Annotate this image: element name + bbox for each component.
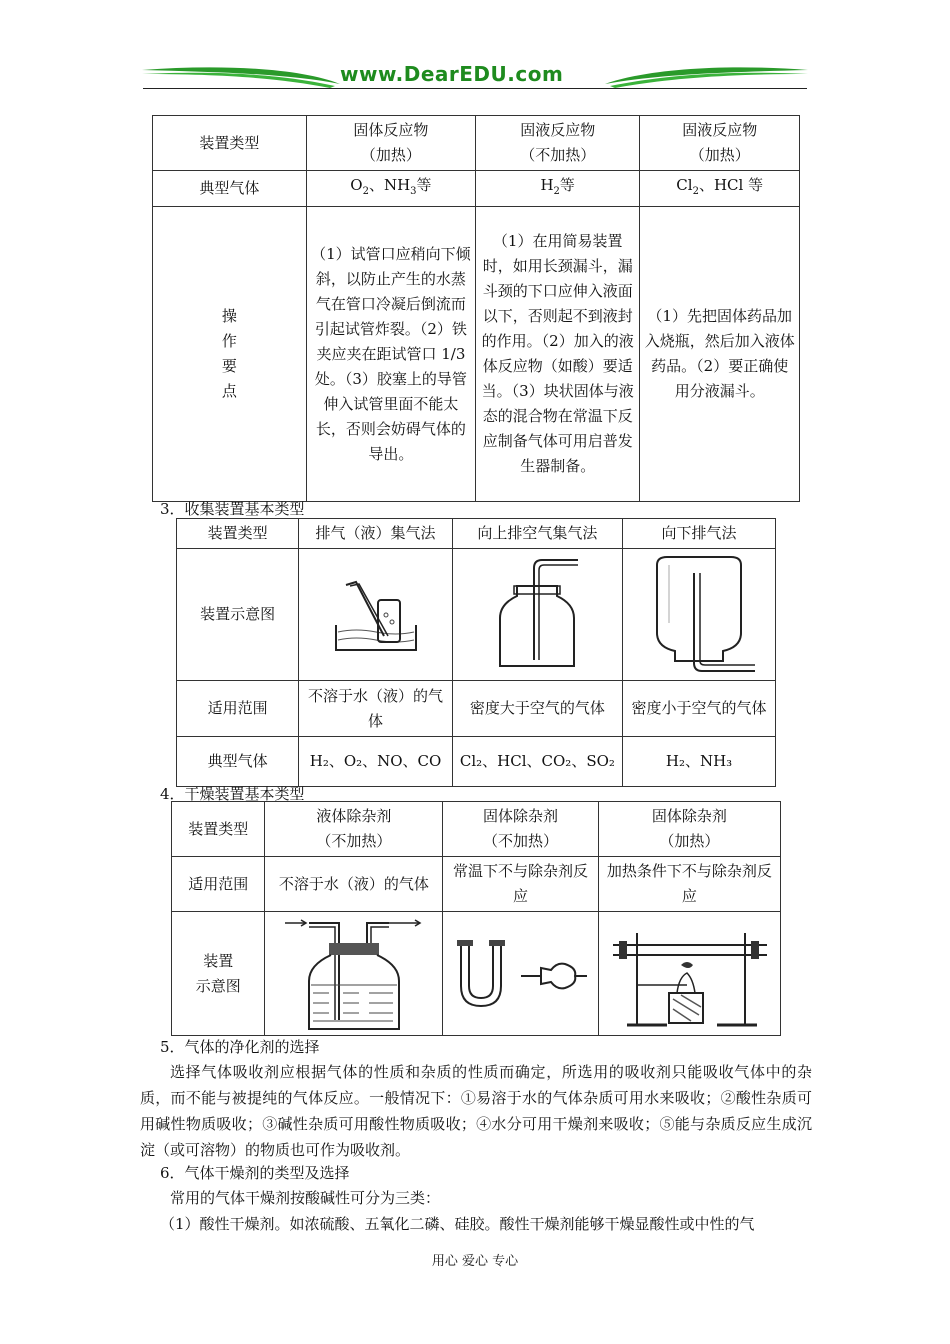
t1-header-0: 装置类型 [153, 116, 307, 171]
t2-header-2: 向上排空气集气法 [452, 519, 622, 549]
t2-scope-2: 密度小于空气的气体 [623, 681, 776, 737]
t2-scope-label: 适用范围 [177, 681, 299, 737]
t3-diagram-label: 装置 示意图 [172, 912, 265, 1036]
t1-ops-label: 操 作 要 点 [153, 207, 307, 502]
t1-ops-solid-liquid-heat: （1）先把固体药品加入烧瓶，然后加入液体药品。（2）要正确使用分液漏斗。 [640, 207, 800, 502]
t3-header-1: 液体除杂剂 （不加热） [265, 802, 443, 857]
t2-gas-1: Cl₂、HCl、CO₂、SO₂ [452, 737, 622, 787]
t3-scope-2: 加热条件下不与除杂剂反应 [598, 857, 780, 912]
generator-table [152, 115, 800, 502]
t1-header-2: 固液反应物 （不加热） [476, 116, 640, 171]
t2-scope-0: 不溶于水（液）的气体 [299, 681, 452, 737]
t3-header-3: 固体除杂剂 （加热） [598, 802, 780, 857]
t3-scope-1: 常温下不与除杂剂反应 [443, 857, 599, 912]
t3-header-0: 装置类型 [172, 802, 265, 857]
t3-scope-0: 不溶于水（液）的气体 [265, 857, 443, 912]
t3-diagram-gas-washing [265, 912, 443, 1036]
section4-title: 4．干燥装置基本类型 [160, 785, 305, 803]
t2-gas-label: 典型气体 [177, 737, 299, 787]
heated-tube-diagram [607, 915, 772, 1033]
t3-scope-label: 适用范围 [172, 857, 265, 912]
t1-ops-solid-liquid: （1）在用简易装置时，如用长颈漏斗，漏斗颈的下口应伸入液面以下，否则起不到液封的作用。（2）加入的液体反应物（如酸）要适当。（3）块状固体与液态的混合物在常温下反应制备气体可用启普发生器制备。 [476, 207, 640, 502]
t2-header-0: 装置类型 [177, 519, 299, 549]
t1-gas-1: $H_2$等 [476, 171, 640, 207]
t1-gas-0: $O_2$、$NH_3$等 [306, 171, 475, 207]
t1-header-1: 固体反应物 （加热） [306, 116, 475, 171]
upward-air-diagram [482, 556, 592, 674]
t2-header-1: 排气（液）集气法 [299, 519, 452, 549]
page-footer: 用心 爱心 专心 [431, 1254, 519, 1269]
t2-diagram-upward [452, 549, 622, 681]
section6-title: 6．气体干燥剂的类型及选择 [160, 1164, 350, 1182]
t3-diagram-heated-tube [598, 912, 780, 1036]
t2-gas-0: H₂、O₂、NO、CO [299, 737, 452, 787]
u-tube-drying-diagram [451, 934, 591, 1014]
section6-intro: 常用的气体干燥剂按酸碱性可分为三类： [170, 1189, 441, 1207]
t3-diagram-u-tube [443, 912, 599, 1036]
header-rule [143, 88, 807, 89]
header-logo-text: www.DearEDU.com [340, 62, 564, 86]
downward-air-diagram [639, 553, 759, 677]
t1-gas-label: 典型气体 [153, 171, 307, 207]
section3-title: 3．收集装置基本类型 [160, 500, 305, 518]
t1-ops-solid-heat: （1）试管口应稍向下倾斜，以防止产生的水蒸气在管口冷凝后倒流而引起试管炸裂。（2）铁夹应夹在距试管口 1/3 处。（3）胶塞上的导管伸入试管里面不能太长，否则会妨碍气体的导出。 [306, 207, 475, 502]
t2-scope-1: 密度大于空气的气体 [452, 681, 622, 737]
t1-gas-2: $Cl_2$、HCl 等 [640, 171, 800, 207]
section5-body: 选择气体吸收剂应根据气体的性质和杂质的性质而确定，所选用的吸收剂只能吸收气体中的杂质，而不能与被提纯的气体反应。一般情况下：①易溶于水的气体杂质可用水来吸收；②酸性杂质可用碱性物质吸收；③碱性杂质可用酸性物质吸收；④水分可用干燥剂来吸收；⑤能与杂质反应生成沉淀（或可溶物）的物质也可作为吸收剂。 [140, 1063, 812, 1159]
t1-header-3: 固液反应物 （加热） [640, 116, 800, 171]
t3-header-2: 固体除杂剂 （不加热） [443, 802, 599, 857]
water-displacement-diagram [326, 570, 426, 660]
t2-gas-2: H₂、NH₃ [623, 737, 776, 787]
collection-table [176, 518, 776, 787]
t2-diagram-water [299, 549, 452, 681]
gas-washing-bottle-diagram [279, 915, 429, 1033]
drying-table [171, 801, 781, 1036]
t2-header-3: 向下排气法 [623, 519, 776, 549]
t2-diagram-label: 装置示意图 [177, 549, 299, 681]
t2-diagram-downward [623, 549, 776, 681]
section5-title: 5．气体的净化剂的选择 [160, 1038, 320, 1056]
section6-item1: （1）酸性干燥剂。如浓硫酸、五氧化二磷、硅胶。酸性干燥剂能够干燥显酸性或中性的气 [160, 1215, 755, 1233]
